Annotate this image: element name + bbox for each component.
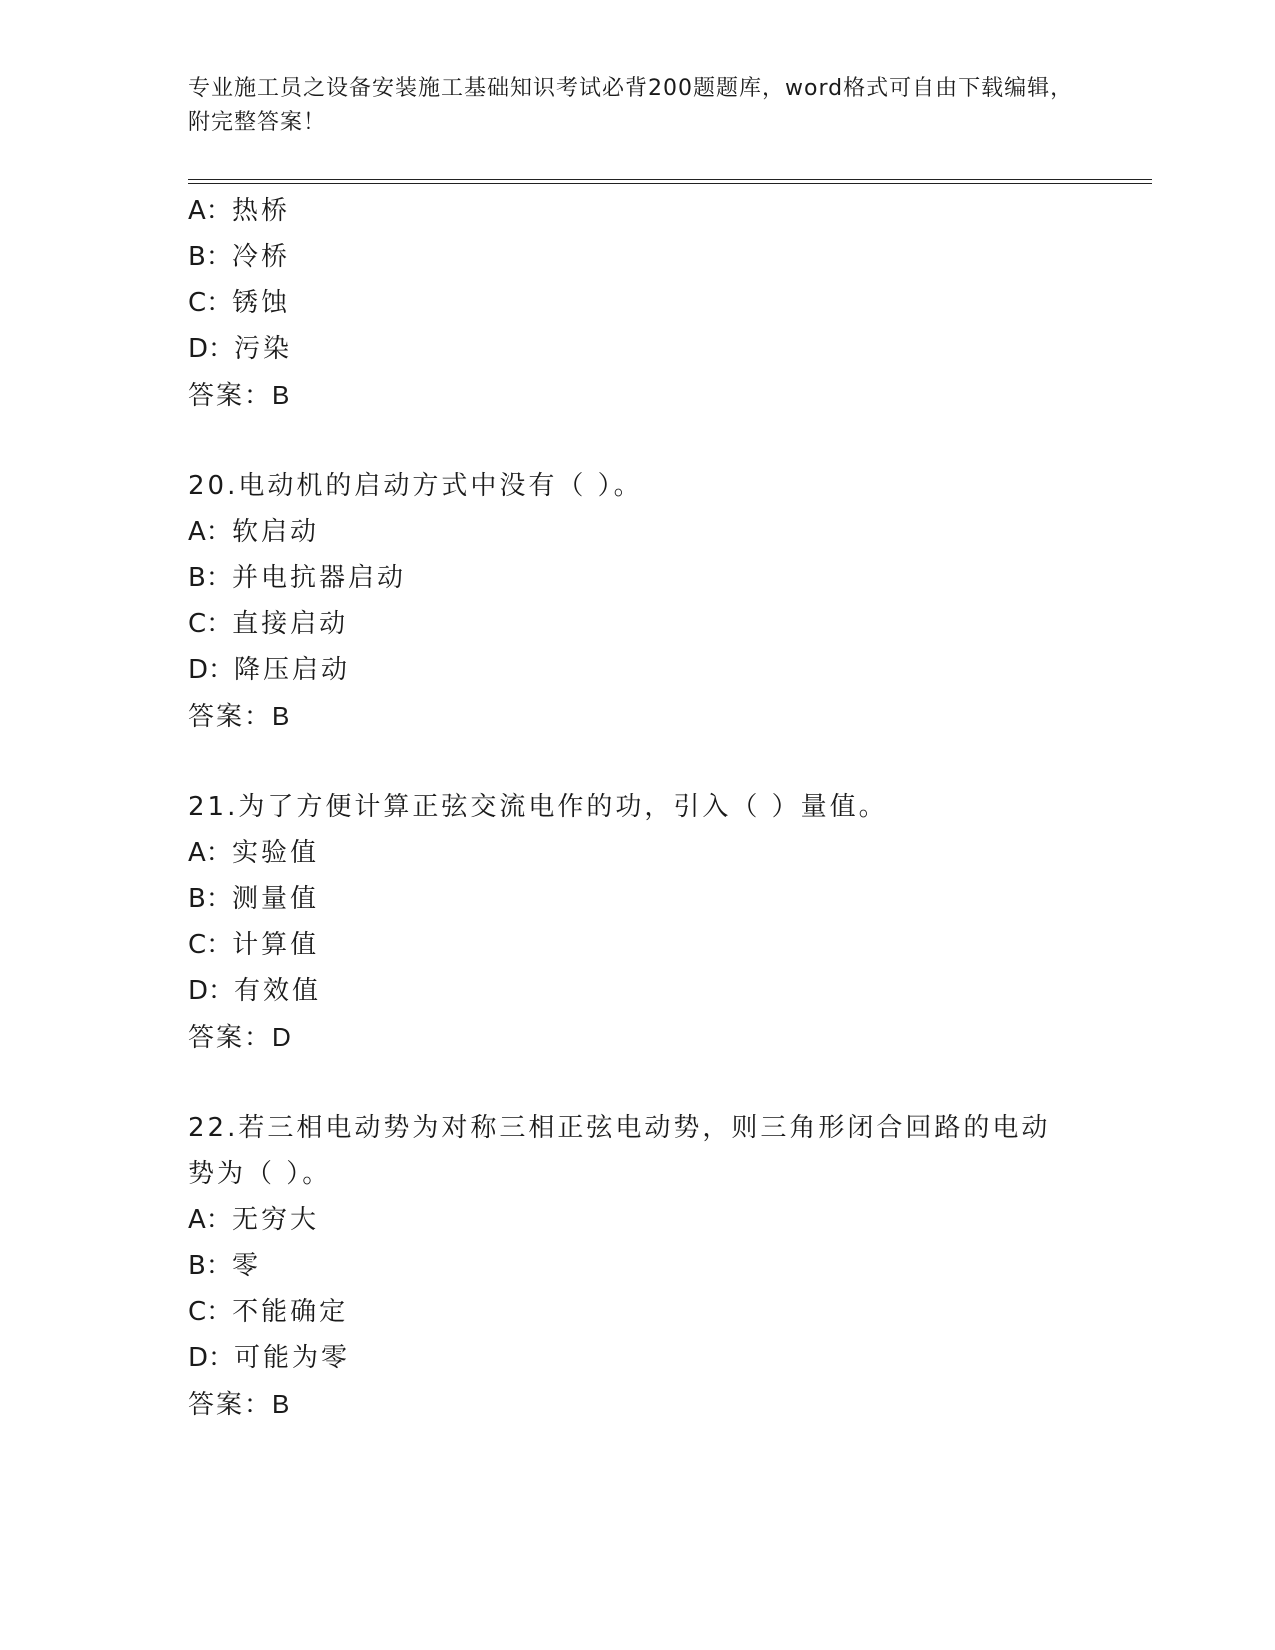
- option-d: D：可能为零: [188, 1343, 351, 1373]
- option-b: B：并电抗器启动: [188, 563, 407, 593]
- option-c: C：不能确定: [188, 1297, 349, 1327]
- option-c: C：锈蚀: [188, 288, 291, 318]
- header-rule-top: [188, 179, 1152, 180]
- answer-value: B: [272, 701, 292, 731]
- option-d: D：有效值: [188, 976, 322, 1006]
- question-text: 21.为了方便计算正弦交流电作的功，引入（ ）量值。: [188, 792, 888, 822]
- question-text: 22.若三相电动势为对称三相正弦电动势，则三角形闭合回路的电动势为（ ）。: [188, 1113, 1051, 1189]
- option-a: A：软启动: [188, 517, 320, 547]
- question-block-19: [188, 188, 1128, 419]
- header-rule-bottom: [188, 183, 1152, 184]
- option-b: B：零: [188, 1251, 262, 1281]
- option-c: C：直接启动: [188, 609, 349, 639]
- option-a: A：无穷大: [188, 1205, 320, 1235]
- answer-line: 答案：B: [188, 701, 292, 732]
- option-b: B：冷桥: [188, 242, 291, 272]
- page-header: [188, 72, 1088, 140]
- answer-value: D: [272, 1022, 293, 1052]
- option-d: D：污染: [188, 334, 293, 364]
- question-list: [188, 188, 1128, 1428]
- question-block-20: [188, 463, 1128, 740]
- option-a: A：热桥: [188, 196, 291, 226]
- answer-line: 答案：B: [188, 380, 292, 411]
- option-b: B：测量值: [188, 884, 320, 914]
- option-c: C：计算值: [188, 930, 320, 960]
- option-a: A：实验值: [188, 838, 320, 868]
- question-block-22: [188, 1105, 1128, 1428]
- question-text: 20.电动机的启动方式中没有（ ）。: [188, 471, 643, 501]
- header-title: 专业施工员之设备安装施工基础知识考试必背200题题库，word格式可自由下载编辑，附完整答案！: [188, 76, 1074, 135]
- answer-value: B: [272, 380, 292, 410]
- question-block-21: [188, 784, 1128, 1061]
- answer-value: B: [272, 1389, 292, 1419]
- answer-line: 答案：B: [188, 1389, 292, 1420]
- answer-line: 答案：D: [188, 1022, 293, 1053]
- option-d: D：降压启动: [188, 655, 351, 685]
